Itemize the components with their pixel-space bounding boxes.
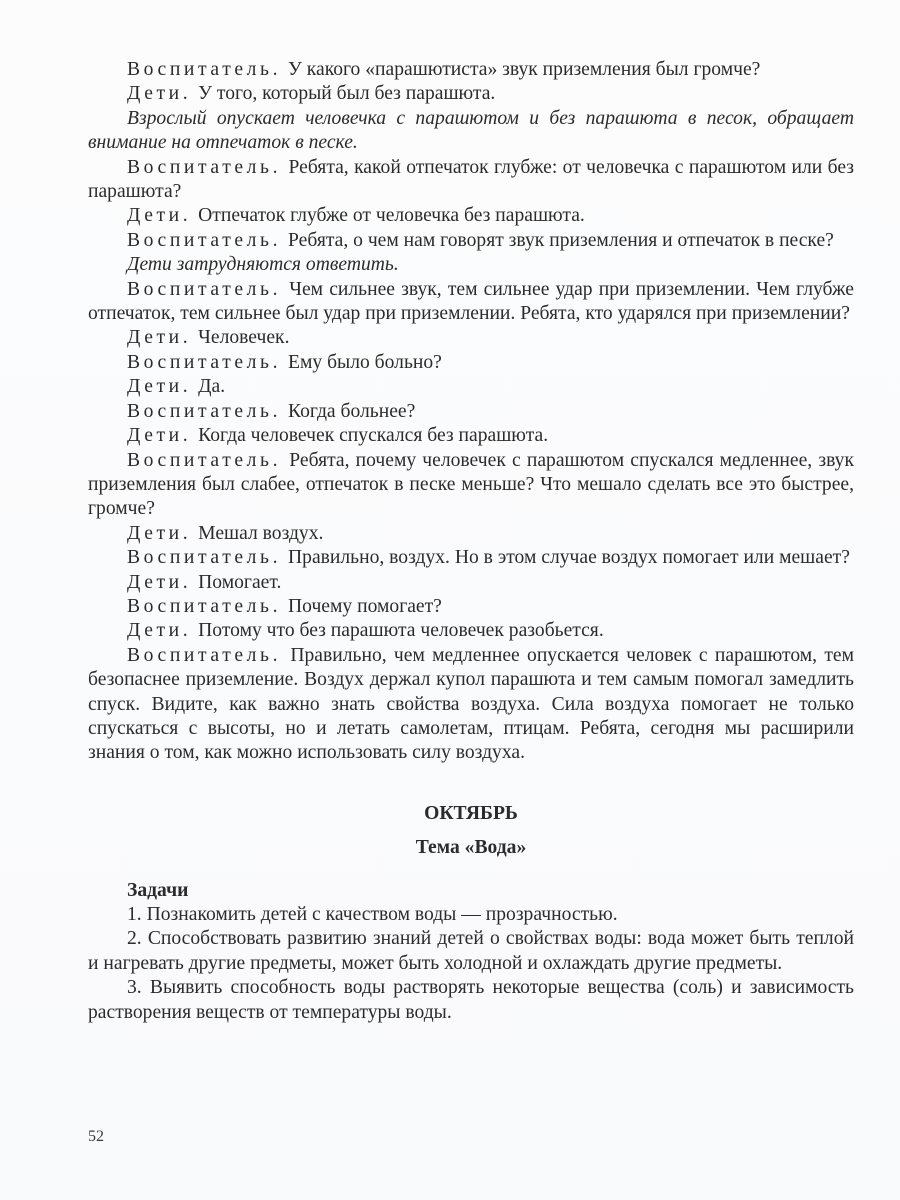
dialogue-line bbox=[88, 619, 854, 643]
line-text: Почему помогает? bbox=[288, 595, 442, 617]
line-text: У того, который был без парашюта. bbox=[198, 83, 496, 105]
topic-heading: Тема «Вода» bbox=[415, 837, 527, 859]
task-item: 2. Способствовать развитию знаний детей о свойствах воды: вода может быть теплой и нагревать другие предметы, может быть холодной и охлаждать другие предметы. bbox=[88, 928, 854, 974]
speaker-label: Воспитатель. bbox=[127, 547, 282, 569]
tasks-heading: Задачи bbox=[127, 879, 189, 901]
dialogue-line bbox=[88, 424, 854, 448]
line-text: Чем сильнее звук, тем сильнее удар при приземлении. Чем глубже отпечаток, тем сильнее был удар при приземлении. Ребята, кто ударялся при приземлении? bbox=[88, 278, 854, 325]
line-text: Ребята, какой отпечаток глубже: от человечка с парашютом или без парашюта? bbox=[88, 156, 854, 203]
dialogue-line bbox=[88, 522, 854, 546]
speaker-label: Дети. bbox=[127, 522, 192, 544]
line-text: Когда больнее? bbox=[288, 400, 416, 422]
dialogue-line bbox=[88, 326, 854, 350]
line-text: Когда человечек спускался без парашюта. bbox=[198, 425, 549, 447]
speaker-label: Дети. bbox=[127, 327, 192, 349]
speaker-label: Дети. bbox=[127, 83, 192, 105]
task-item: 1. Познакомить детей с качеством воды — прозрачностью. bbox=[127, 904, 618, 925]
task-item: 3. Выявить способность воды растворять некоторые вещества (соль) и зависимость растворения веществ от температуры воды. bbox=[88, 977, 854, 1023]
dialogue-line bbox=[88, 375, 854, 399]
dialogue-line bbox=[88, 204, 854, 228]
speaker-label: Воспитатель. bbox=[127, 156, 282, 178]
line-text: Мешал воздух. bbox=[198, 522, 324, 544]
speaker-label: Воспитатель. bbox=[127, 449, 282, 471]
month-heading: ОКТЯБРЬ bbox=[424, 802, 518, 824]
page-number: 52 bbox=[88, 1128, 104, 1145]
line-text: Ему было больно? bbox=[288, 351, 442, 373]
page-text bbox=[88, 58, 854, 1025]
line-text: Помогает. bbox=[198, 571, 282, 593]
speaker-label: Воспитатель. bbox=[127, 278, 282, 300]
dialogue-line bbox=[88, 156, 854, 205]
dialogue-line bbox=[88, 229, 854, 253]
dialogue-line bbox=[88, 278, 854, 327]
speaker-label: Воспитатель. bbox=[127, 59, 282, 80]
speaker-label: Дети. bbox=[127, 376, 192, 398]
line-text: Отпечаток глубже от человечка без парашюта. bbox=[198, 205, 585, 227]
speaker-label: Воспитатель. bbox=[127, 400, 282, 422]
dialogue-line bbox=[88, 546, 854, 570]
dialogue-line bbox=[88, 644, 854, 766]
dialogue-line bbox=[88, 595, 854, 619]
dialogue-line bbox=[88, 82, 854, 106]
speaker-label: Воспитатель. bbox=[127, 644, 282, 666]
speaker-label: Дети. bbox=[127, 425, 192, 447]
stage-direction: Дети затрудняются ответить. bbox=[127, 254, 399, 276]
line-text: Потому что без парашюта человечек разобьется. bbox=[198, 620, 604, 642]
line-text: У какого «парашютиста» звук приземления был громче? bbox=[288, 59, 761, 80]
dialogue-line bbox=[88, 351, 854, 375]
stage-direction: Взрослый опускает человечка с парашютом и без парашюта в песок, обращает внимание на отпечаток в песке. bbox=[88, 107, 854, 154]
speaker-label: Дети. bbox=[127, 571, 192, 593]
line-text: Ребята, почему человечек с парашютом спускался медленнее, звук приземления был слабее, отпечаток в песке меньше? Что мешало сделать все это быстрее, громче? bbox=[88, 449, 854, 520]
line-text: Человечек. bbox=[198, 327, 290, 349]
speaker-label: Дети. bbox=[127, 205, 192, 227]
dialogue-line bbox=[88, 400, 854, 424]
speaker-label: Дети. bbox=[127, 620, 192, 642]
speaker-label: Воспитатель. bbox=[127, 595, 282, 617]
speaker-label: Воспитатель. bbox=[127, 229, 282, 251]
line-text: Правильно, чем медленнее опускается человек с парашютом, тем безопаснее приземление. Воздух держал купол парашюта и тем самым помогал замедлить спуск. Видите, как важно знать свойства воздуха. Сила воздуха помогает не только спускаться с высоты, но и летать самолетам, птицам. Ребята, сегодня мы расширили знания о том, как можно использовать силу воздуха. bbox=[88, 644, 854, 764]
line-text: Ребята, о чем нам говорят звук приземления и отпечаток в песке? bbox=[288, 229, 834, 251]
line-text: Да. bbox=[198, 376, 226, 398]
line-text: Правильно, воздух. Но в этом случае воздух помогает или мешает? bbox=[288, 547, 850, 569]
dialogue-line bbox=[88, 449, 854, 522]
dialogue-line bbox=[88, 571, 854, 595]
speaker-label: Воспитатель. bbox=[127, 351, 282, 373]
dialogue-line bbox=[88, 58, 854, 82]
